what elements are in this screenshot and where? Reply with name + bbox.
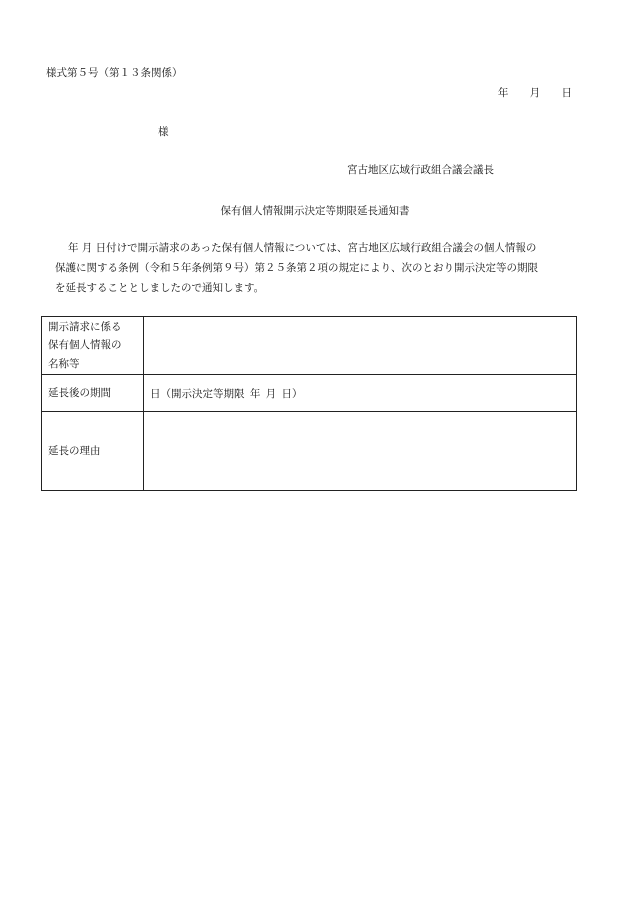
extension-reason-value[interactable]: [144, 412, 577, 491]
addressee-honorific: 様: [158, 126, 169, 138]
extended-period-label: 延長後の期間: [42, 375, 144, 412]
form-number: 様式第５号（第１３条関係）: [46, 67, 183, 79]
requested-info-value[interactable]: [144, 317, 577, 375]
date-line: 年 月 日: [497, 87, 572, 99]
label-line: 名称等: [48, 357, 80, 370]
body-line: 年 月 日付けで開示請求のあった保有個人情報については、宮古地区広域行政組合議会の個人情報の: [68, 242, 537, 254]
extension-details-table: [41, 316, 577, 491]
table-row: [42, 317, 577, 375]
body-line: 保護に関する条例（令和５年条例第９号）第２５条第２項の規定により、次のとおり開示決定等の期限: [55, 262, 538, 274]
extended-period-value[interactable]: 日（開示決定等期限 年 月 日）: [144, 375, 577, 412]
document-title: 保有個人情報開示決定等期限延長通知書: [220, 205, 410, 217]
table-row: [42, 412, 577, 491]
label-line: 保有個人情報の: [48, 339, 122, 352]
sender-name: 宮古地区広域行政組合議会議長: [347, 164, 494, 176]
notice-body: [55, 238, 580, 298]
label-line: 開示請求に係る: [48, 320, 122, 333]
body-line: を延長することとしましたので通知します。: [55, 282, 265, 294]
extension-reason-label: 延長の理由: [42, 412, 144, 491]
requested-info-label: [42, 317, 144, 375]
table-row: [42, 375, 577, 412]
